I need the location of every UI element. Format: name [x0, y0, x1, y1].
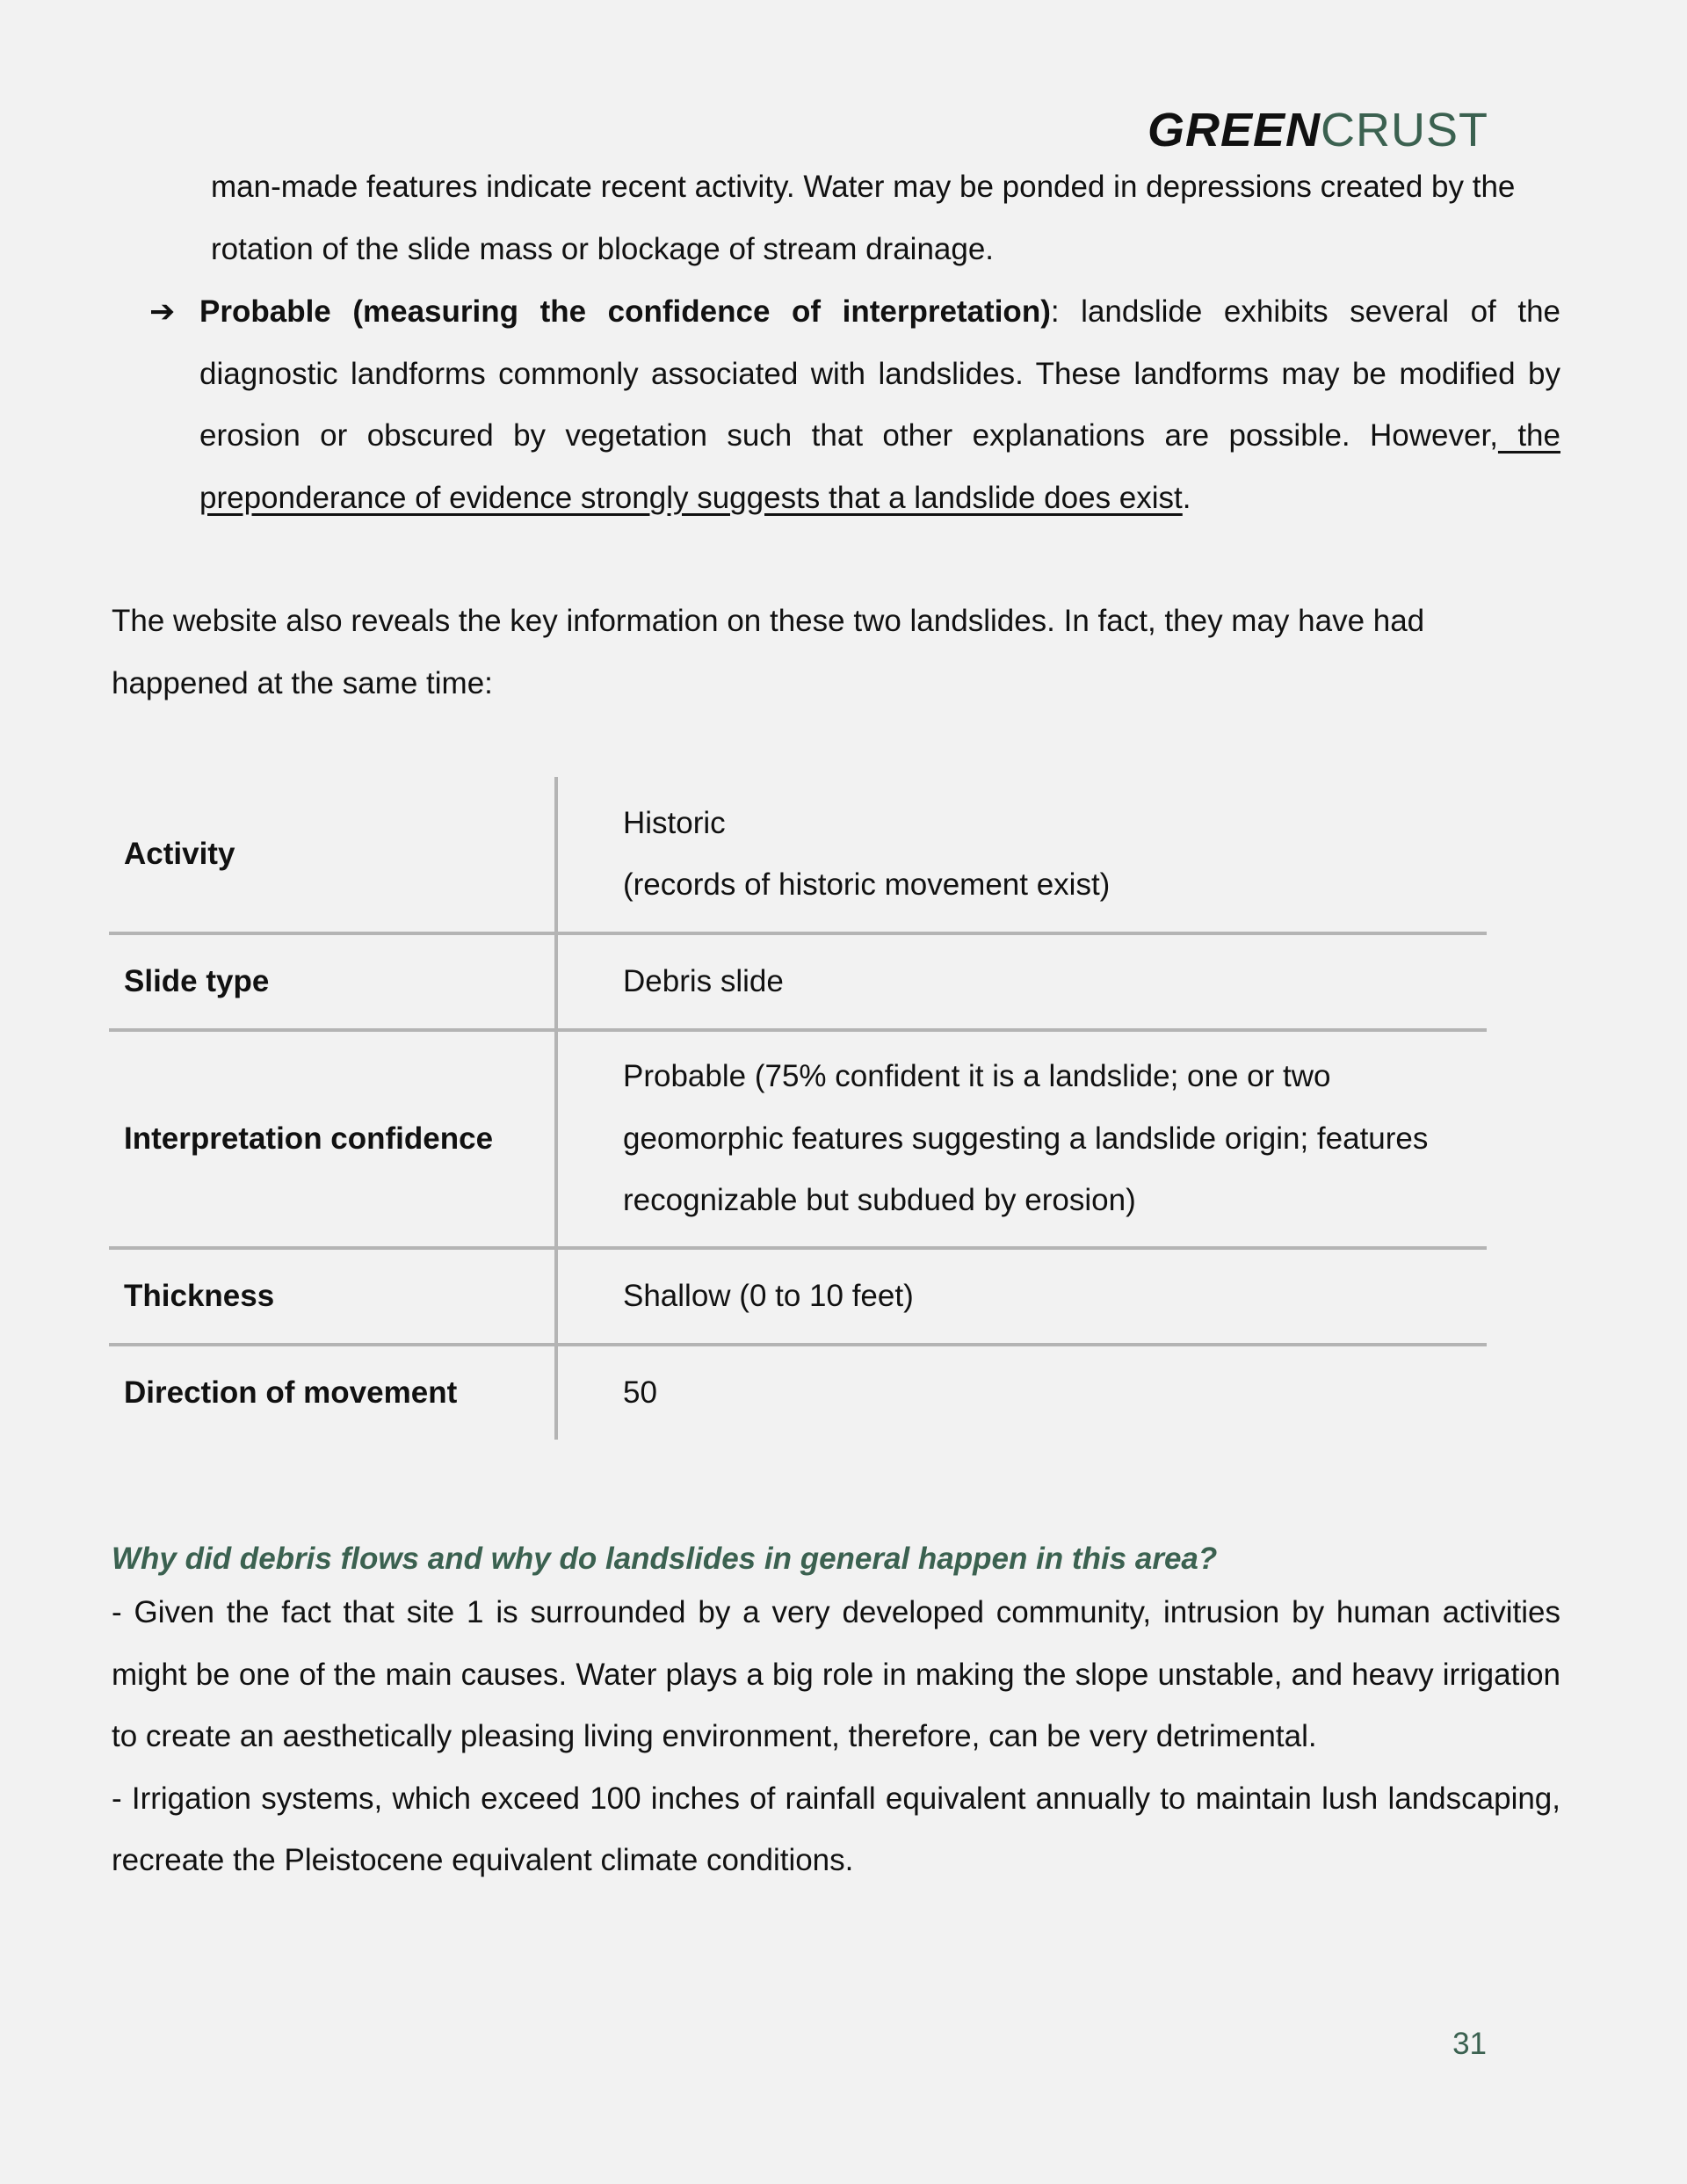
greencrust-logo [1148, 104, 1488, 156]
row-label: Direction of movement [109, 1345, 556, 1440]
bullet-text [199, 281, 1560, 529]
table-row [109, 933, 1487, 1030]
arrow-bullet-icon: ➔ [149, 294, 176, 329]
logo-crust: CRUST [1321, 104, 1488, 156]
continuation-paragraph: man-made features indicate recent activity. Water may be ponded in depressions created by the rotation of the slide mass or blockage of stream drainage. [211, 170, 1516, 266]
value-line: recognizable but subdued by erosion) [623, 1183, 1136, 1218]
bullet-description: : landslide exhibits several of the diagnostic landforms commonly associated with landslides. These landforms may be modified by erosion or obscured by vegetation such that other explanations are possible. However, [199, 294, 1560, 453]
bullet-period: . [1182, 480, 1191, 515]
bullet-underlined-text: the preponderance of evidence strongly suggests that a landslide does exist [199, 418, 1560, 515]
row-value [556, 1248, 1487, 1345]
row-label: Activity [109, 777, 556, 933]
table-row [109, 777, 1487, 933]
intro-paragraph: The website also reveals the key information on these two landslides. In fact, they may have had happened at the same time: [112, 604, 1425, 700]
logo-green: GREEN [1147, 104, 1321, 156]
table-row [109, 1248, 1487, 1345]
row-value [556, 777, 1487, 933]
value-line: Historic [623, 805, 726, 840]
section-heading: Why did debris flows and why do landslides in general happen in this area? [112, 1542, 1218, 1576]
page-number: 31 [1452, 2027, 1487, 2061]
value-line: Probable (75% confident it is a landslide; one or two [623, 1059, 1331, 1094]
value-line: geomorphic features suggesting a landslide origin; features [623, 1121, 1429, 1156]
row-value [556, 933, 1487, 1030]
value-line: Debris slide [623, 963, 784, 998]
why-section-body [112, 1582, 1560, 1892]
bullet-label: Probable (measuring the confidence of interpretation) [199, 294, 1051, 329]
row-label: Slide type [109, 933, 556, 1030]
table-row [109, 1030, 1487, 1248]
row-label: Interpretation confidence [109, 1030, 556, 1248]
why-paragraph: - Given the fact that site 1 is surrounded by a very developed community, intrusion by human activities might be one of the main causes. Water plays a big role in making the slope unstable, and heavy irrigation to create an aesthetically pleasing living environment, therefore, can be very detrimental. [112, 1595, 1560, 1753]
value-line: (records of historic movement exist) [623, 867, 1111, 902]
row-value [556, 1345, 1487, 1440]
landslide-info-table [109, 777, 1487, 1440]
why-paragraph: - Irrigation systems, which exceed 100 inches of rainfall equivalent annually to maintain lush landscaping, recreate the Pleistocene equivalent climate conditions. [112, 1781, 1560, 1877]
row-label: Thickness [109, 1248, 556, 1345]
value-line: Shallow (0 to 10 feet) [623, 1278, 914, 1313]
value-line: 50 [623, 1375, 657, 1410]
row-value [556, 1030, 1487, 1248]
table-row [109, 1345, 1487, 1440]
